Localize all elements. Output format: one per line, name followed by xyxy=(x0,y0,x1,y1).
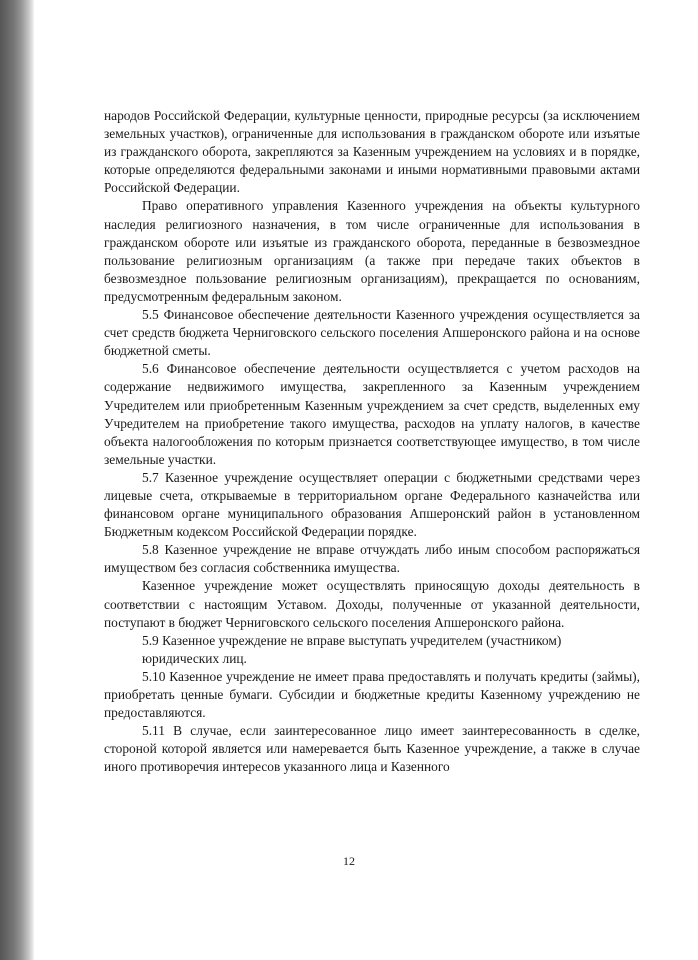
paragraph: 5.5 Финансовое обеспечение деятельности Казенного учреждения осуществляется за счет средств бюджета Черниговского сельского поселения Апшеронского района и на основе бюджетной сметы. xyxy=(104,307,640,359)
paragraph: Казенное учреждение может осуществлять приносящую доходы деятельность в соответствии с настоящим Уставом. Доходы, полученные от указанной деятельности, поступают в бюджет Черниговского сельского поселения Апшеронского района. xyxy=(104,578,640,630)
paragraph: 5.7 Казенное учреждение осуществляет операции с бюджетными средствами через лицевые счета, открываемые в территориальном органе Федерального казначейства или финансовом органе муниципального образования Апшеронский район в установленном Бюджетным кодексом Российской Федерации порядке. xyxy=(104,469,640,540)
paragraph: народов Российской Федерации, культурные ценности, природные ресурсы (за исключением земельных участков), ограниченные для использования в гражданском обороте или изъятые из гражданского оборота, закрепляются за Казенным учреждением на условиях и в порядке, которые определяются федеральными законами и иными нормативными правовыми актами Российской Федерации. xyxy=(104,108,640,196)
paragraph: юридических лиц. xyxy=(142,650,247,666)
paragraph: 5.10 Казенное учреждение не имеет права предоставлять и получать кредиты (займы), приобретать ценные бумаги. Субсидии и бюджетные кредиты Казенному учреждению не предоставляются. xyxy=(104,668,640,721)
paragraph: 5.9 Казенное учреждение не вправе выступать учредителем (участником) xyxy=(142,632,562,648)
document-body xyxy=(104,107,640,776)
paragraph: 5.8 Казенное учреждение не вправе отчуждать либо иным способом распоряжаться имуществом без согласия собственника имущества. xyxy=(104,542,640,576)
paragraph: Право оперативного управления Казенного учреждения на объекты культурного наследия религиозного назначения, в том числе ограниченные для использования в гражданском обороте или изъятые из гражданского оборота, переданные в безвозмездное пользование религиозным организациям (а также при передаче таких объектов в безвозмездное пользование религиозным организациям), прекращается по основаниям, предусмотренным федеральным законом. xyxy=(104,198,640,304)
paragraph: 5.6 Финансовое обеспечение деятельности осуществляется с учетом расходов на содержание недвижимого имущества, закрепленного за Казенным учреждением Учредителем или приобретенным Казенным учреждением за счет средств, выделенных ему Учредителем на приобретение такого имущества, расходов на уплату налогов, в качестве объекта налогообложения по которым признается соответствующее имущество, в том числе земельные участки. xyxy=(104,361,640,467)
paragraph: 5.11 В случае, если заинтересованное лицо имеет заинтересованность в сделке, стороной которой является или намеревается быть Казенное учреждение, а также в случае иного противоречия интересов указанного лица и Казенного xyxy=(104,723,640,775)
page-number: 12 xyxy=(343,854,355,868)
scan-binding-edge xyxy=(0,0,34,960)
